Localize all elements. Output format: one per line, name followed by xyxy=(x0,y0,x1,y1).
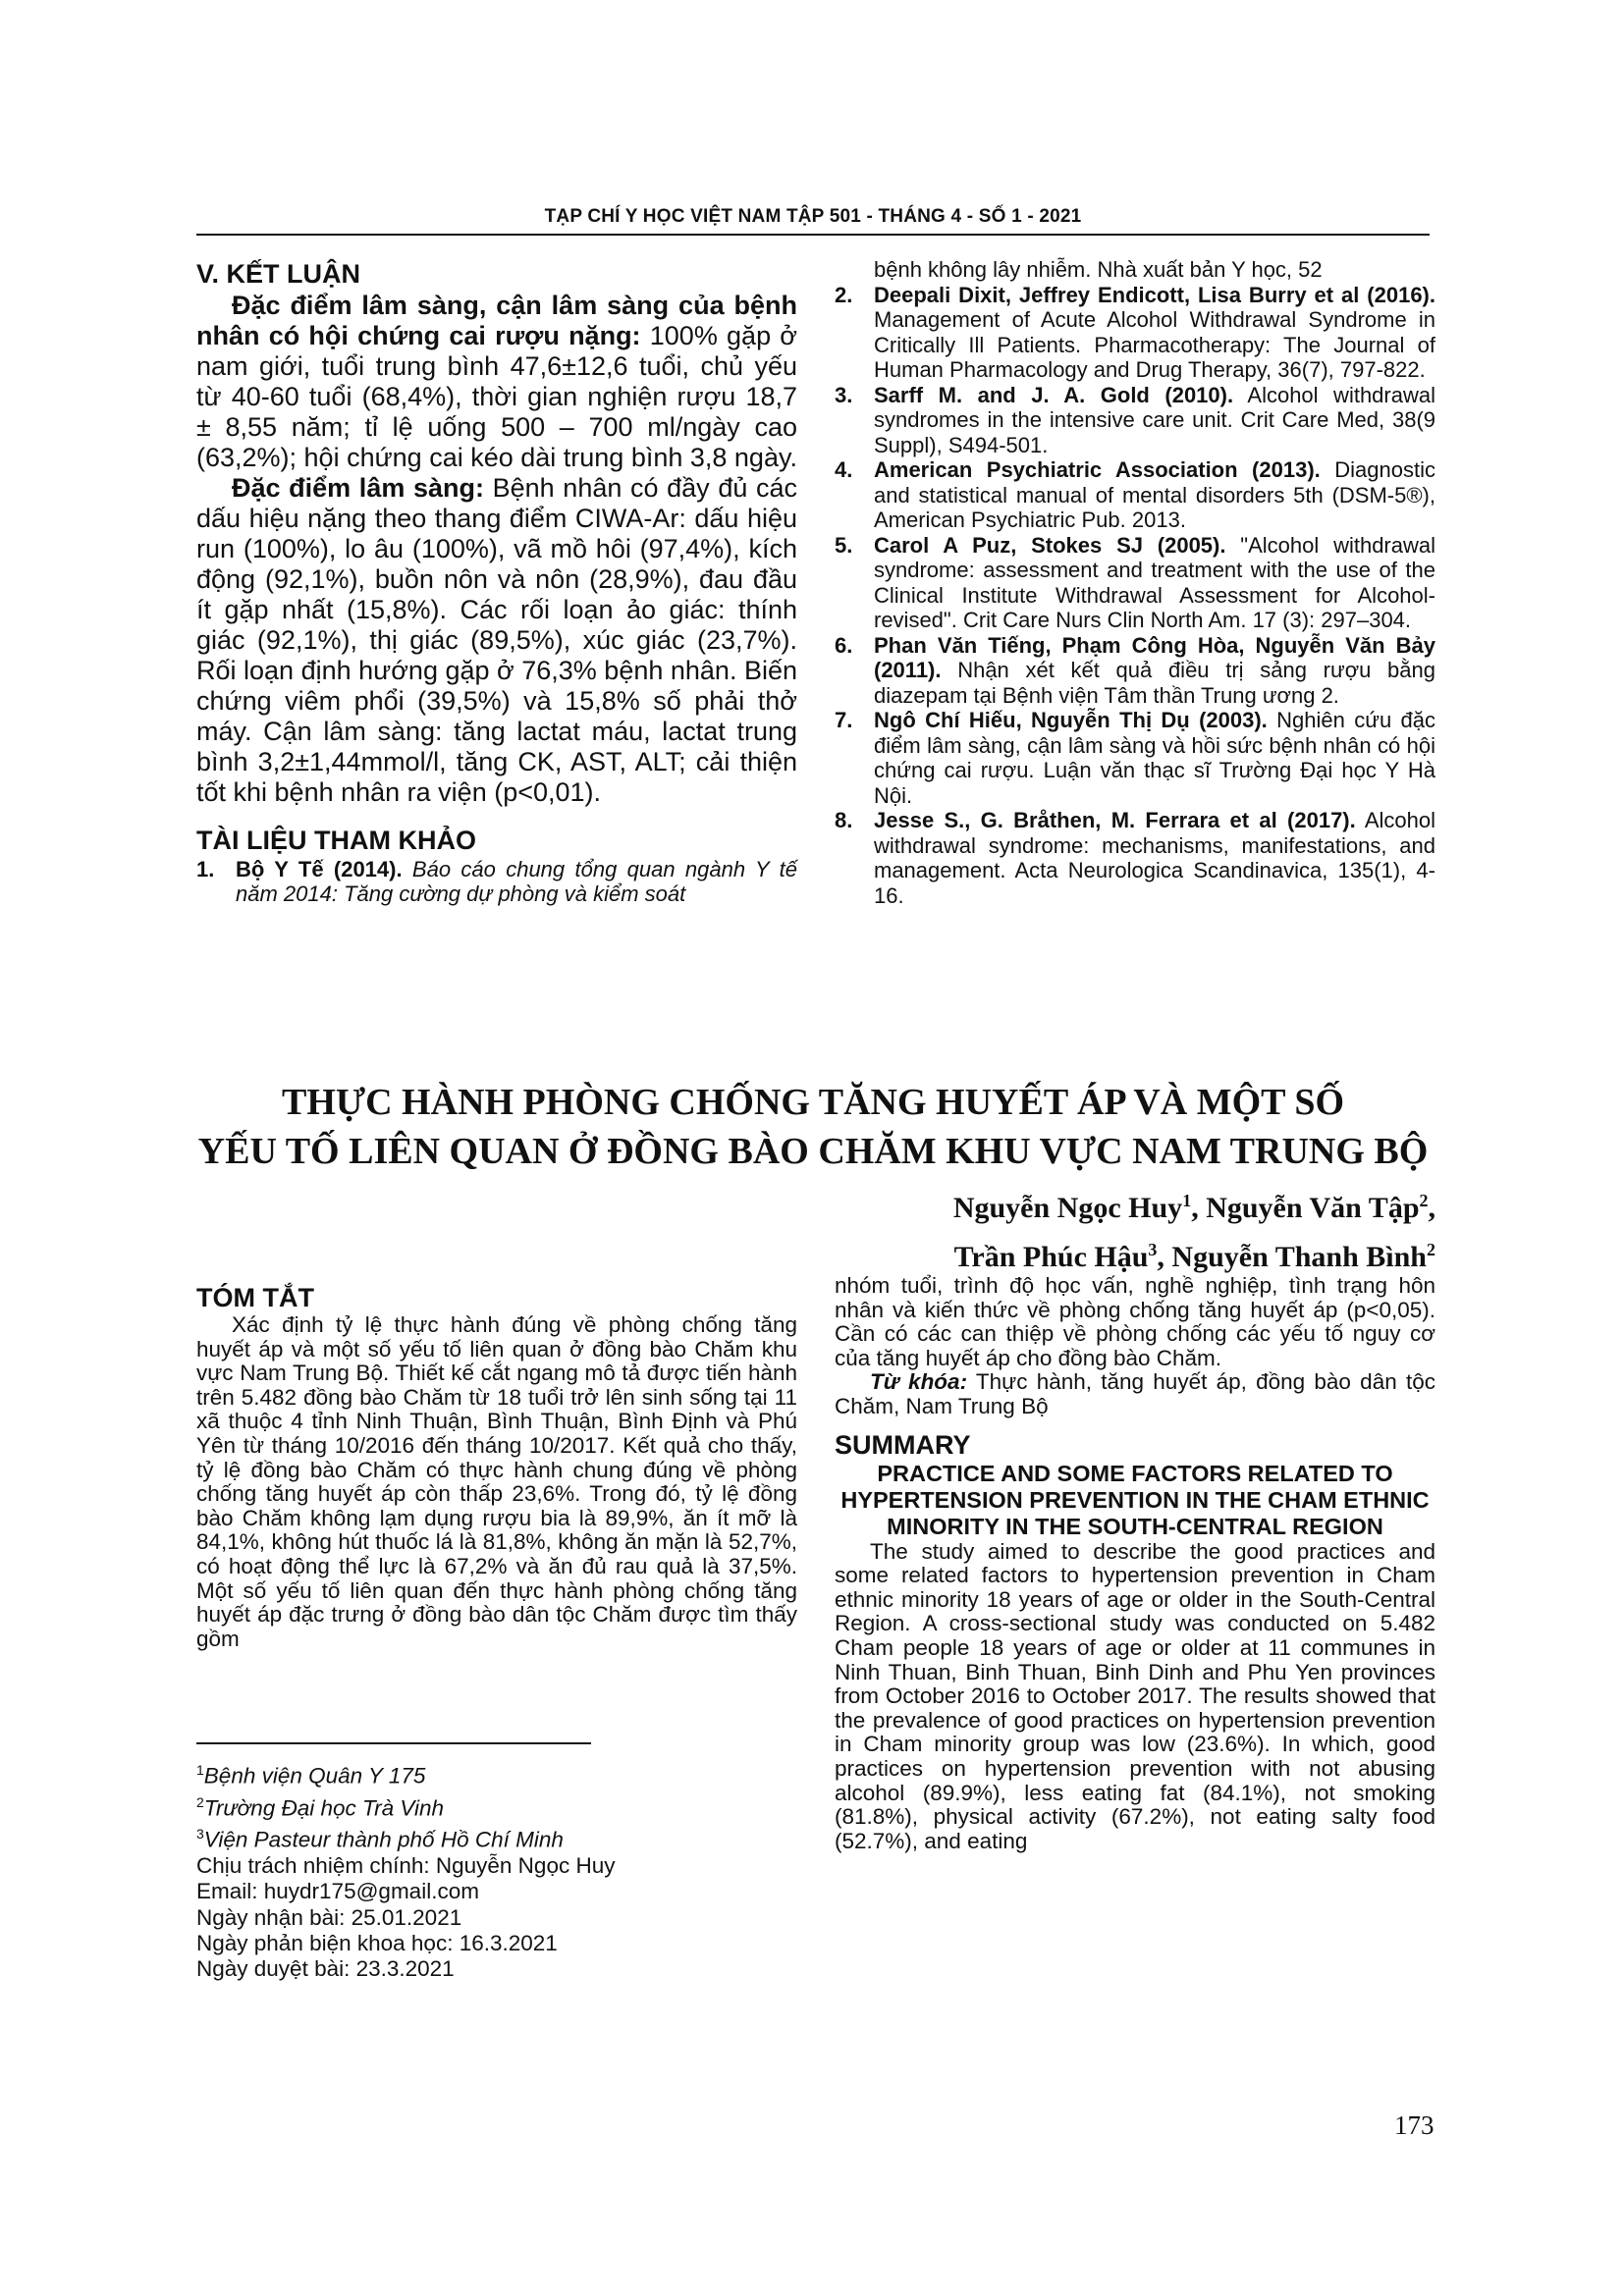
article-authors xyxy=(953,1180,1435,1278)
affiliation-mark: 2 xyxy=(1419,1191,1429,1210)
conclusion-paragraph-2 xyxy=(196,473,797,808)
reference-text: Management of Acute Alcohol Withdrawal Syndrome in Critically Ill Patients. Pharmacotherapy: The Journal of Human Pharmacology and Drug Therapy, 36(7), 797-822. xyxy=(874,307,1435,382)
affiliation-mark: 1 xyxy=(1182,1191,1192,1210)
reference-item xyxy=(835,283,1435,383)
references-heading: TÀI LIỆU THAM KHẢO xyxy=(196,826,476,855)
keywords-label: Từ khóa: xyxy=(870,1369,968,1395)
conclusion-p1-lead: Đặc điểm lâm sàng, cận lâm sàng của bệnh nhân có hội chứng cai rượu nặng: xyxy=(196,291,797,350)
author-separator: , xyxy=(1428,1192,1435,1224)
article-title-line-2: YẾU TỐ LIÊN QUAN Ở ĐỒNG BÀO CHĂM KHU VỰC NAM TRUNG BỘ xyxy=(197,1131,1429,1172)
reference-number: 4. xyxy=(835,457,853,482)
reference-item xyxy=(835,457,1435,533)
authors-line-1 xyxy=(953,1180,1435,1229)
reference-number: 8. xyxy=(835,808,853,832)
affiliation-mark: 2 xyxy=(1427,1240,1435,1259)
article-title-line-1: THỰC HÀNH PHÒNG CHỐNG TĂNG HUYẾT ÁP VÀ MỘT SỐ xyxy=(281,1082,1345,1123)
reference-text: Diagnostic and statistical manual of mental disorders 5th (DSM-5®), American Psychiatric Pub. 2013. xyxy=(874,457,1435,532)
reference-number: 3. xyxy=(835,382,853,407)
affiliation-text: Bệnh viện Quân Y 175 xyxy=(203,1763,426,1789)
reference-author: Deepali Dixit, Jeffrey Endicott, Lisa Burry et al (2016). xyxy=(874,282,1435,307)
date-accepted: Ngày duyệt bài: 23.3.2021 xyxy=(196,1955,455,1981)
conclusion-heading: V. KẾT LUẬN xyxy=(196,259,361,289)
reference-text: bệnh không lây nhiễm. Nhà xuất bản Y học, 52 xyxy=(874,257,1323,282)
abstract-vi-paragraph: Xác định tỷ lệ thực hành đúng về phòng chống tăng huyết áp và một số yếu tố liên quan ở đồng bào Chăm khu vực Nam Trung Bộ. Thiết kế cắt ngang mô tả được tiến hành trên 5.482 đồng bào Chăm từ 18 tuổi trở lên sinh sống tại 11 xã thuộc 4 tỉnh Ninh Thuận, Bình Thuận, Bình Định và Phú Yên từ tháng 10/2016 đến tháng 10/2017. Kết quả cho thấy, tỷ lệ đồng bào Chăm có thực hành chung đúng về phòng chống tăng huyết áp còn thấp 23,6%. Trong đó, tỷ lệ đồng bào Chăm không lạm dụng rượu bia là 89,9%, ăn ít mỡ là 84,1%, không hút thuốc lá là 81,8%, không ăn mặn là 52,7%, có hoạt động thể lực là 67,2% và ăn đủ rau quả là 37,5%. Một số yếu tố liên quan đến thực hành phòng chống tăng huyết áp đặc trưng ở đồng bào dân tộc Chăm được tìm thấy gồm xyxy=(196,1312,797,1651)
conclusion-column xyxy=(196,257,797,906)
reference-number: 7. xyxy=(835,708,853,732)
journal-header: TẠP CHÍ Y HỌC VIỆT NAM TẬP 501 - THÁNG 4 - SỐ 1 - 2021 xyxy=(544,206,1082,227)
reference-text: "Alcohol withdrawal syndrome: assessment and treatment with the use of the Clinical Institute Withdrawal Assessment for Alcohol-revised". Crit Care Nurs Clin North Am. 17 (3): 297–304. xyxy=(874,532,1435,632)
keywords-text: Thực hành, tăng huyết áp, đồng bào dân tộc Chăm, Nam Trung Bộ xyxy=(835,1369,1435,1418)
author-name: , Nguyễn Thanh Bình xyxy=(1157,1241,1427,1273)
article-title xyxy=(196,1078,1430,1176)
reference-item xyxy=(835,257,1435,283)
summary-heading: SUMMARY xyxy=(835,1429,971,1460)
conclusion-body xyxy=(196,291,797,808)
reference-item xyxy=(835,808,1435,908)
reference-text: Báo cáo chung tổng quan ngành Y tế năm 2014: Tăng cường dự phòng và kiểm soát xyxy=(236,857,797,906)
abstract-vi-column xyxy=(196,1282,797,1651)
keywords xyxy=(835,1370,1435,1418)
reference-number xyxy=(835,257,874,283)
date-received: Ngày nhận bài: 25.01.2021 xyxy=(196,1904,462,1930)
reference-author: Bộ Y Tế (2014). xyxy=(236,857,403,881)
affiliation-text: Viện Pasteur thành phố Hồ Chí Minh xyxy=(203,1827,564,1852)
reference-author: Ngô Chí Hiếu, Nguyễn Thị Dụ (2003). xyxy=(874,708,1268,732)
reference-author: American Psychiatric Association (2013). xyxy=(874,457,1321,482)
reference-text: Nghiên cứu đặc điểm lâm sàng, cận lâm sàng và hồi sức bệnh nhân có hội chứng cai rượu. Luận văn thạc sĩ Trường Đại học Y Hà Nội. xyxy=(874,708,1435,808)
affiliation-3: $^3$Viện Pasteur thành phố Hồ Chí Minh xyxy=(196,1826,564,1852)
reference-number: 5. xyxy=(835,532,853,558)
author-name: , Nguyễn Văn Tập xyxy=(1191,1192,1420,1224)
reference-item xyxy=(835,633,1435,709)
contact-email: Email: huydr175@gmail.com xyxy=(196,1879,479,1904)
affiliation-mark: 3 xyxy=(1148,1240,1158,1259)
conclusion-p2-text: Bệnh nhân có đầy đủ các dấu hiệu nặng theo thang điểm CIWA-Ar: dấu hiệu run (100%), lo âu (100%), vã mồ hôi (97,4%), kích động (92,1%), buồn nôn và nôn (28,9%), đau đầu ít gặp nhất (15,8%). Các rối loạn ảo giác: thính giác (92,1%), thị giác (89,5%), xúc giác (23,7%). Rối loạn định hướng gặp ở 76,3% bệnh nhân. Biến chứng viêm phổi (39,5%) và 15,8% số phải thở máy. Cận lâm sàng: tăng lactat máu, lactat trung bình 3,2±1,44mmol/l, tăng CK, AST, ALT; cải thiện tốt khi bệnh nhân ra viện (p<0,01). xyxy=(196,473,797,807)
reference-list-right xyxy=(835,257,1435,908)
reference-item xyxy=(835,533,1435,633)
reference-author: Phan Văn Tiếng, Phạm Công Hòa, Nguyễn Văn Bảy (2011). xyxy=(874,632,1435,682)
conclusion-p1-text: 100% gặp ở nam giới, tuổi trung bình 47,6±12,6 tuổi, chủ yếu từ 40-60 tuổi (68,4%), thời gian nghiện rượu 18,7 ± 8,55 năm; tỉ lệ uống 500 – 700 ml/ngày cao (63,2%); hội chứng cai kéo dài trung bình 3,8 ngày. xyxy=(196,321,797,472)
reference-text: Alcohol withdrawal syndromes in the intensive care unit. Crit Care Med, 38(9 Suppl), S494-501. xyxy=(874,382,1435,457)
date-reviewed: Ngày phản biện khoa học: 16.3.2021 xyxy=(196,1930,558,1955)
reference-author: Jesse S., G. Bråthen, M. Ferrara et al (2017). xyxy=(874,808,1356,832)
affiliation-2: $^2$Trường Đại học Trà Vinh xyxy=(196,1793,445,1821)
reference-number: 1. xyxy=(196,857,215,881)
conclusion-paragraph-1 xyxy=(196,291,797,473)
reference-item xyxy=(835,383,1435,458)
corresponding-author: Chịu trách nhiệm chính: Nguyễn Ngọc Huy xyxy=(196,1853,616,1879)
page-number: 173 xyxy=(1394,2110,1435,2140)
authors-line-2 xyxy=(953,1229,1435,1278)
abstract-vi-heading: TÓM TẮT xyxy=(196,1283,314,1312)
reference-list-left xyxy=(196,857,797,906)
conclusion-p2-lead: Đặc điểm lâm sàng: xyxy=(232,473,484,503)
abstract-vi-continuation: nhóm tuổi, trình độ học vấn, nghề nghiệp, tình trạng hôn nhân và kiến thức về phòng chống tăng huyết áp (p<0,05). Cần có các can thiệp về phòng chống các yếu tố nguy cơ của tăng huyết áp cho đồng bào Chăm. xyxy=(835,1273,1435,1370)
reference-author: Carol A Puz, Stokes SJ (2005). xyxy=(874,532,1226,558)
footnotes xyxy=(196,1757,797,1982)
footnote-divider xyxy=(196,1742,591,1744)
reference-item xyxy=(196,857,797,906)
summary-paragraph: The study aimed to describe the good practices and some related factors to hypertension prevention in Cham ethnic minority 18 years of age or older in the South-Central Region. A cross-sectional study was conducted on 5.482 Cham people 18 years of age or older at 11 communes in Ninh Thuan, Binh Thuan, Binh Dinh and Phu Yen provinces from October 2016 to October 2017. The results showed that the prevalence of good practices on hypertension prevention in Cham minority group was low (23.6%). In which, good practices on hypertension prevention with not abusing alcohol (89.9%), less eating fat (84.1%), not smoking (81.8%), physical activity (67.2%), not eating salty food (52.7%), and eating xyxy=(835,1538,1435,1853)
reference-item xyxy=(835,708,1435,808)
affiliation-1: $^1$Bệnh viện Quân Y 175 xyxy=(196,1762,426,1789)
reference-number: 6. xyxy=(835,632,853,658)
summary-title: PRACTICE AND SOME FACTORS RELATED TO HYPERTENSION PREVENTION IN THE CHAM ETHNIC MINORITY IN THE SOUTH-CENTRAL REGION xyxy=(840,1460,1430,1539)
reference-text: Alcohol withdrawal syndrome: mechanisms, manifestations, and management. Acta Neurologica Scandinavica, 135(1), 4-16. xyxy=(874,808,1435,908)
summary-column xyxy=(835,1274,1435,1853)
author-name: Trần Phúc Hậu xyxy=(953,1241,1149,1273)
affiliation-text: Trường Đại học Trà Vinh xyxy=(203,1795,445,1821)
reference-number: 2. xyxy=(835,282,853,307)
header-divider xyxy=(196,234,1430,236)
reference-author: Sarff M. and J. A. Gold (2010). xyxy=(874,382,1234,407)
author-name: Nguyễn Ngọc Huy xyxy=(952,1192,1183,1224)
reference-text: Nhận xét kết quả điều trị sảng rượu bằng diazepam tại Bệnh viện Tâm thần Trung ương 2. xyxy=(874,658,1435,708)
